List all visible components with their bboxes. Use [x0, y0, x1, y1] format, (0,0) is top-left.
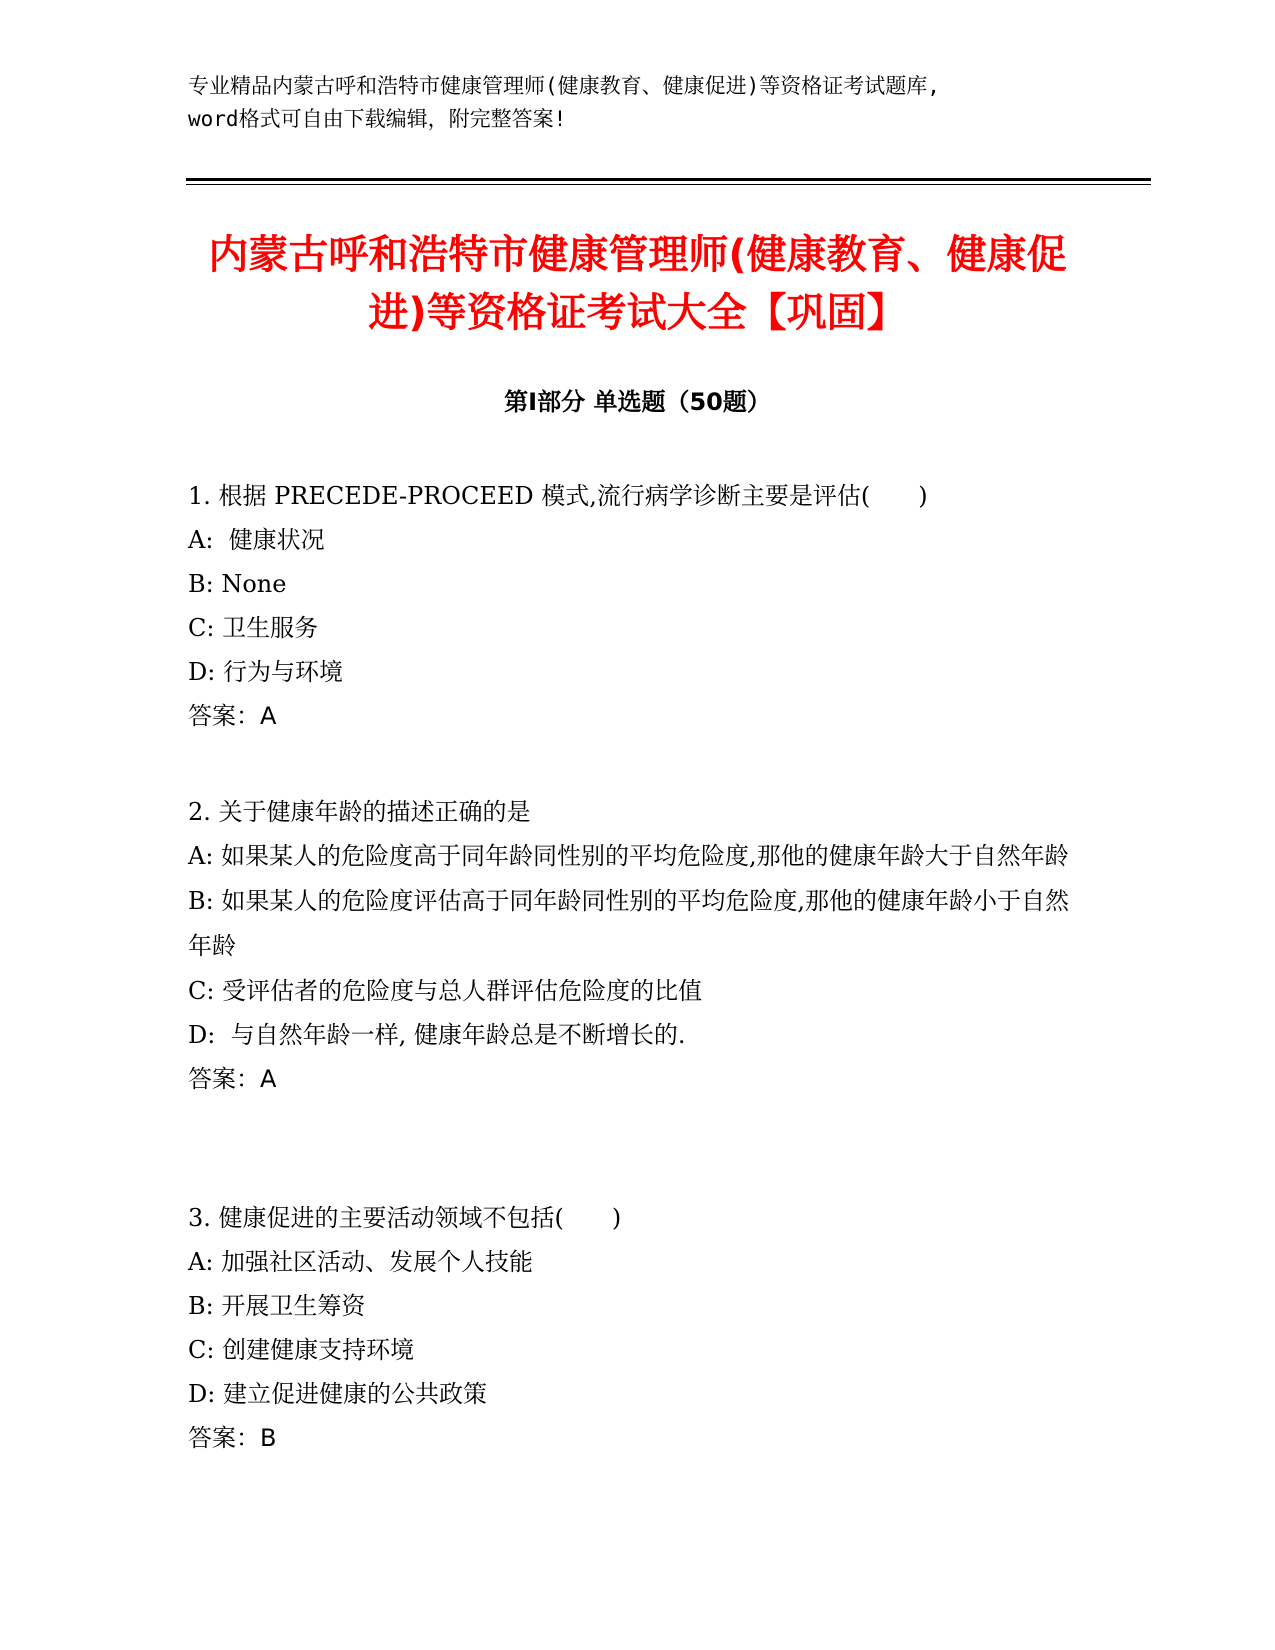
answer-label: 答案：B — [188, 1424, 277, 1452]
option-d: D: 行为与环境 — [188, 658, 343, 686]
question-stem: 2. 关于健康年龄的描述正确的是 — [188, 798, 531, 826]
option-a: A: 如果某人的危险度高于同年龄同性别的平均危险度,那他的健康年龄大于自然年龄 — [188, 842, 1069, 870]
option-d: D: 建立促进健康的公共政策 — [188, 1380, 487, 1408]
option-b: B: 如果某人的危险度评估高于同年龄同性别的平均危险度,那他的健康年龄小于自然年龄 — [188, 887, 1069, 960]
answer-label: 答案：A — [188, 702, 277, 730]
question-item — [188, 790, 1088, 1101]
question-item — [188, 1196, 1088, 1460]
question-stem: 1. 根据 PRECEDE-PROCEED 模式,流行病学诊断主要是评估( ) — [188, 482, 928, 510]
option-a: A: 健康状况 — [188, 526, 325, 554]
header-rule-thick — [186, 178, 1151, 181]
option-b: B: 开展卫生筹资 — [188, 1292, 366, 1320]
header-note — [188, 70, 1088, 136]
question-item — [188, 474, 1088, 738]
option-c: C: 卫生服务 — [188, 614, 319, 642]
option-b: B: None — [188, 570, 287, 598]
document-title: 内蒙古呼和浩特市健康管理师(健康教育、健康促进)等资格证考试大全【巩固】 — [208, 232, 1067, 336]
answer-label: 答案：A — [188, 1065, 277, 1093]
header-rule-thin — [186, 184, 1151, 185]
section-title: 第Ⅰ部分 单选题（50题） — [504, 388, 771, 416]
question-stem: 3. 健康促进的主要活动领域不包括( ) — [188, 1204, 622, 1232]
header-note-line1: 专业精品内蒙古呼和浩特市健康管理师(健康教育、健康促进)等资格证考试题库, — [188, 74, 940, 98]
option-a: A: 加强社区活动、发展个人技能 — [188, 1248, 534, 1276]
header-note-line2: word格式可自由下载编辑，附完整答案! — [188, 107, 567, 131]
option-c: C: 受评估者的危险度与总人群评估危险度的比值 — [188, 977, 703, 1005]
option-d: D: 与自然年龄一样, 健康年龄总是不断增长的. — [188, 1021, 686, 1049]
option-c: C: 创建健康支持环境 — [188, 1336, 415, 1364]
